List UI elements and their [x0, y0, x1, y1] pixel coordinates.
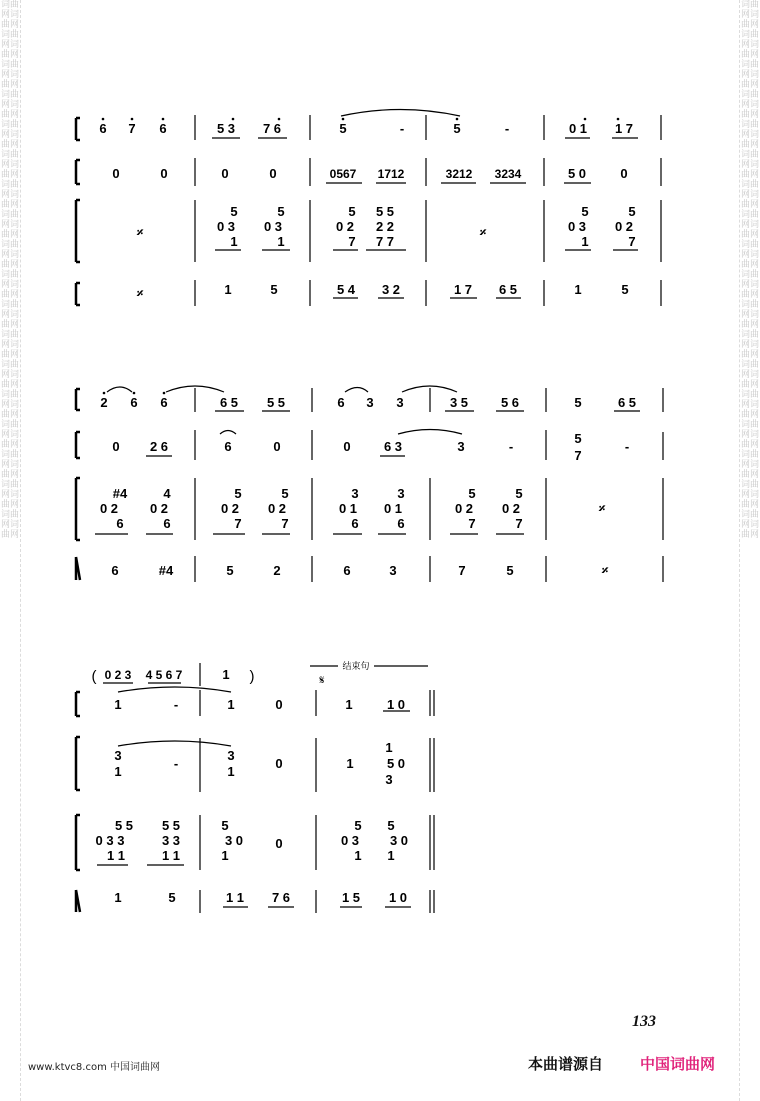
svg-text:7: 7: [468, 516, 476, 531]
svg-text:5: 5: [281, 486, 289, 501]
svg-text:1 7: 1 7: [453, 282, 473, 297]
svg-text:0 2 3: 0 2 3: [104, 668, 132, 682]
note: 6: [99, 121, 107, 136]
svg-text:1: 1: [387, 848, 395, 863]
svg-text:3: 3: [366, 395, 374, 410]
svg-text:1 0: 1 0: [386, 697, 406, 712]
svg-text:7: 7: [281, 516, 289, 531]
svg-text:6: 6: [116, 516, 124, 531]
svg-text:5: 5: [387, 818, 395, 833]
system3-structure: [76, 663, 434, 913]
svg-text:1: 1: [222, 667, 230, 682]
svg-text:3: 3: [396, 395, 404, 410]
svg-text:2: 2: [100, 395, 108, 410]
svg-text:3: 3: [385, 772, 393, 787]
note: 6: [159, 121, 167, 136]
svg-text:1: 1: [581, 234, 589, 249]
svg-text:3: 3: [389, 563, 397, 578]
svg-text:0567: 0567: [329, 167, 357, 181]
svg-text:1: 1: [221, 848, 229, 863]
svg-text:#4: #4: [158, 563, 174, 578]
svg-text:7: 7: [515, 516, 523, 531]
svg-text:6: 6: [130, 395, 138, 410]
svg-text:5 5: 5 5: [114, 818, 134, 833]
svg-text:0: 0: [275, 697, 283, 712]
svg-text:0: 0: [273, 439, 281, 454]
svg-text:5: 5: [628, 204, 636, 219]
svg-text:3 3: 3 3: [161, 833, 181, 848]
svg-text:2 6: 2 6: [149, 439, 169, 454]
svg-text:6: 6: [111, 563, 119, 578]
svg-text:0 1: 0 1: [338, 501, 358, 516]
svg-text:0 2: 0 2: [501, 501, 521, 516]
svg-text:1: 1: [230, 234, 238, 249]
svg-text:0: 0: [112, 439, 120, 454]
dash: -: [399, 121, 405, 136]
svg-text:1: 1: [224, 282, 232, 297]
svg-text:5: 5: [348, 204, 356, 219]
svg-text:0 2: 0 2: [614, 219, 634, 234]
svg-text:-: -: [173, 697, 179, 712]
svg-text:-: -: [173, 756, 179, 771]
svg-text:0 1: 0 1: [383, 501, 403, 516]
svg-text:0 2: 0 2: [267, 501, 287, 516]
svg-text:𝄎: 𝄎: [598, 501, 606, 516]
svg-text:5: 5: [270, 282, 278, 297]
svg-text:0 2: 0 2: [454, 501, 474, 516]
svg-text:5: 5: [234, 486, 242, 501]
svg-text:4 5 6 7: 4 5 6 7: [145, 668, 183, 682]
svg-text:5 0: 5 0: [386, 756, 406, 771]
note: 5 3: [216, 121, 236, 136]
svg-text:6: 6: [337, 395, 345, 410]
svg-text:7: 7: [574, 448, 582, 463]
watermark-strip-left: 词曲网词曲网词曲网词曲网词曲网词曲网词曲网词曲网词曲网词曲网词曲网词曲网词曲网词曲网词曲网词曲网词曲网词曲网词曲网词曲网词曲网词曲网词曲网词曲网词曲网词曲网词曲网词曲网词曲网词曲网词曲网词曲网词曲网词曲网词曲网词曲网: [0, 0, 21, 1101]
svg-text:5: 5: [515, 486, 523, 501]
footer-site-url[interactable]: www.ktvc8.com 中国词曲网: [28, 1062, 161, 1073]
svg-text:0 2: 0 2: [149, 501, 169, 516]
svg-text:5: 5: [621, 282, 629, 297]
svg-text:6: 6: [163, 516, 171, 531]
svg-text:6: 6: [351, 516, 359, 531]
svg-text:3: 3: [227, 748, 235, 763]
svg-text:0: 0: [112, 166, 120, 181]
note: 7: [128, 121, 136, 136]
svg-text:0: 0: [269, 166, 277, 181]
svg-text:1: 1: [345, 697, 353, 712]
svg-text:0 2: 0 2: [335, 219, 355, 234]
svg-text:1 1: 1 1: [225, 890, 245, 905]
note: 5: [339, 121, 347, 136]
footer-site-name[interactable]: 中国词曲网: [640, 1055, 716, 1073]
note: 1 7: [614, 121, 634, 136]
svg-text:0 3: 0 3: [263, 219, 283, 234]
svg-text:5: 5: [581, 204, 589, 219]
svg-text:5: 5: [230, 204, 238, 219]
svg-text:3 0: 3 0: [224, 833, 244, 848]
svg-text:3: 3: [351, 486, 359, 501]
svg-text:1: 1: [354, 848, 362, 863]
svg-text:0 3: 0 3: [216, 219, 236, 234]
svg-text:5: 5: [168, 890, 176, 905]
note: 5: [453, 121, 461, 136]
svg-text:1 0: 1 0: [388, 890, 408, 905]
svg-text:3: 3: [457, 439, 465, 454]
dash: -: [504, 121, 510, 136]
svg-text:1: 1: [114, 764, 122, 779]
svg-text:6 5: 6 5: [219, 395, 239, 410]
svg-text:0: 0: [160, 166, 168, 181]
svg-text:1: 1: [227, 764, 235, 779]
svg-text:7 7: 7 7: [375, 234, 395, 249]
svg-text:3: 3: [397, 486, 405, 501]
svg-text:𝄎: 𝄎: [601, 563, 609, 578]
svg-text:5: 5: [468, 486, 476, 501]
svg-text:6 5: 6 5: [498, 282, 518, 297]
svg-text:7: 7: [348, 234, 356, 249]
svg-text:5: 5: [574, 431, 582, 446]
system2-structure: [76, 386, 663, 582]
svg-text:1 1: 1 1: [161, 848, 181, 863]
svg-text:1: 1: [114, 697, 122, 712]
svg-text:7: 7: [234, 516, 242, 531]
svg-text:5 5: 5 5: [161, 818, 181, 833]
svg-text:3: 3: [114, 748, 122, 763]
svg-text:0 3: 0 3: [567, 219, 587, 234]
svg-text:6 5: 6 5: [617, 395, 637, 410]
svg-text:3 2: 3 2: [381, 282, 401, 297]
svg-text:𝄎: 𝄎: [479, 225, 487, 240]
svg-text:0 3 3: 0 3 3: [95, 833, 125, 848]
svg-text:0: 0: [343, 439, 351, 454]
svg-text:-: -: [508, 439, 514, 454]
page-number: 133: [632, 1013, 656, 1030]
svg-text:1: 1: [346, 756, 354, 771]
svg-text:3 5: 3 5: [449, 395, 469, 410]
svg-text:1: 1: [277, 234, 285, 249]
svg-text:1: 1: [385, 740, 393, 755]
svg-text:1: 1: [227, 697, 235, 712]
svg-text:): ): [249, 668, 255, 685]
svg-text:5: 5: [506, 563, 514, 578]
svg-text:1712: 1712: [377, 167, 405, 181]
svg-text:0: 0: [275, 756, 283, 771]
svg-text:7: 7: [458, 563, 466, 578]
svg-text:6: 6: [343, 563, 351, 578]
footer-source-label: 本曲谱源自: [528, 1055, 604, 1073]
svg-text:结束句: 结束句: [342, 661, 370, 671]
svg-text:1 1: 1 1: [106, 848, 126, 863]
svg-text:𝄋: 𝄋: [319, 673, 325, 687]
svg-text:0: 0: [620, 166, 628, 181]
svg-text:2: 2: [273, 563, 281, 578]
note: 0 1: [568, 121, 588, 136]
svg-text:7 6: 7 6: [271, 890, 291, 905]
svg-text:5 6: 5 6: [500, 395, 520, 410]
svg-text:5 4: 5 4: [336, 282, 356, 297]
svg-text:1 5: 1 5: [341, 890, 361, 905]
svg-text:1: 1: [114, 890, 122, 905]
svg-text:6: 6: [397, 516, 405, 531]
svg-text:6 3: 6 3: [383, 439, 403, 454]
svg-text:7: 7: [628, 234, 636, 249]
svg-text:5 0: 5 0: [567, 166, 587, 181]
svg-text:(: (: [91, 668, 97, 685]
svg-text:0 3: 0 3: [340, 833, 360, 848]
svg-text:5 5: 5 5: [375, 204, 395, 219]
svg-text:0: 0: [275, 836, 283, 851]
svg-text:3234: 3234: [494, 167, 522, 181]
svg-text:5: 5: [226, 563, 234, 578]
svg-text:0: 0: [221, 166, 229, 181]
svg-text:3 0: 3 0: [389, 833, 409, 848]
svg-text:5: 5: [574, 395, 582, 410]
svg-text:0 2: 0 2: [99, 501, 119, 516]
svg-text:#4: #4: [112, 486, 128, 501]
system1-structure: [76, 110, 661, 307]
svg-text:6: 6: [224, 439, 232, 454]
svg-text:0 2: 0 2: [220, 501, 240, 516]
svg-text:5: 5: [221, 818, 229, 833]
svg-text:𝄎: 𝄎: [136, 286, 144, 301]
svg-text:6: 6: [160, 395, 168, 410]
svg-text:2 2: 2 2: [375, 219, 395, 234]
note: 7 6: [262, 121, 282, 136]
svg-text:5 5: 5 5: [266, 395, 286, 410]
svg-text:4: 4: [163, 486, 171, 501]
svg-text:1: 1: [574, 282, 582, 297]
svg-text:𝄎: 𝄎: [136, 225, 144, 240]
svg-text:-: -: [624, 439, 630, 454]
svg-text:5: 5: [354, 818, 362, 833]
svg-text:3212: 3212: [445, 167, 473, 181]
svg-text:5: 5: [277, 204, 285, 219]
watermark-strip-right: 词曲网词曲网词曲网词曲网词曲网词曲网词曲网词曲网词曲网词曲网词曲网词曲网词曲网词曲网词曲网词曲网词曲网词曲网词曲网词曲网词曲网词曲网词曲网词曲网词曲网词曲网词曲网词曲网词曲网词曲网词曲网词曲网词曲网词曲网词曲网词曲网: [739, 0, 760, 1101]
